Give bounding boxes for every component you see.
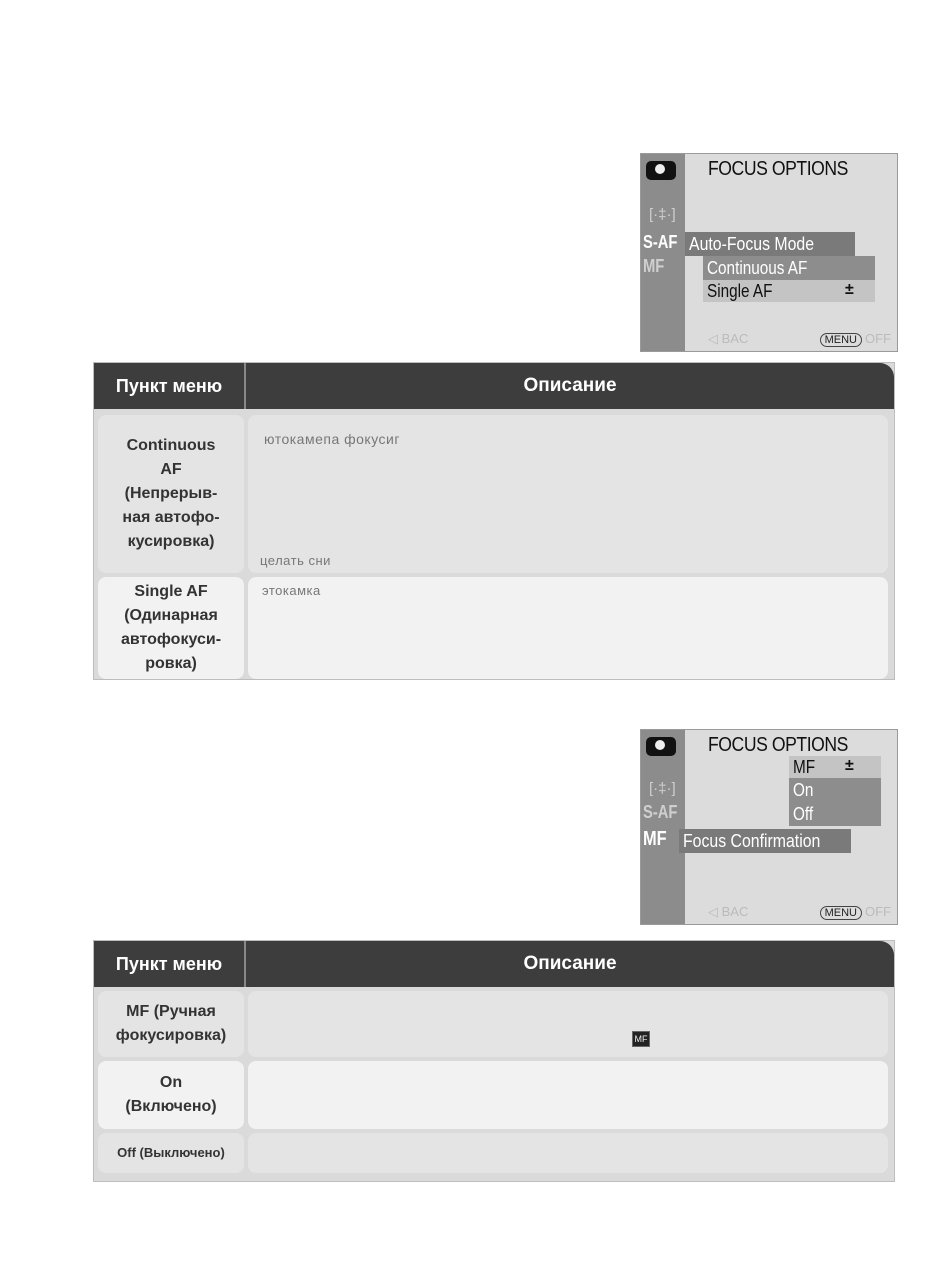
row-label: Single AF (Одинарная автофокуси-ровка) [98,577,244,679]
table-row [94,577,894,679]
table-row [94,1061,894,1129]
menu-item-focus-confirmation[interactable] [679,829,851,853]
off-label: OFF [865,904,891,919]
screen-title: FOCUS OPTIONS [708,734,848,756]
focus-area-icon: [·‡·] [649,206,676,223]
camera-screen-focus-options-2 [640,729,898,925]
mf-mode-icon: MF [632,1031,650,1047]
rail-item-s-af[interactable]: S-AF [643,802,678,822]
selected-check-icon: ± [845,757,854,774]
camera-screen-focus-options-1 [640,153,898,352]
menu-item-label: Auto-Focus Mode [689,234,815,254]
description-text: целать сни [260,553,331,568]
description-text: этокамка [262,583,321,598]
menu-rail [641,730,685,924]
option-label: Off [793,804,814,824]
header-menu-item: Пункт меню [94,363,246,409]
option-label: On [793,780,814,800]
header-menu-item: Пункт меню [94,941,246,987]
menu-button-icon: MENU [820,333,862,347]
menu-options-table-2 [93,940,895,1182]
header-description: Описание [523,953,617,974]
option-off[interactable] [789,802,881,826]
back-hint: ◁ BAC [708,904,749,919]
row-description [248,1133,888,1173]
menu-item-auto-focus-mode[interactable] [685,232,855,256]
menu-options-table-1 [93,362,895,680]
screen-title: FOCUS OPTIONS [708,158,848,180]
row-description [248,1061,888,1129]
menu-off-hint [820,904,891,920]
row-description [248,577,888,679]
table-row [94,415,894,573]
option-label: Single AF [707,281,773,301]
table-header [94,363,894,409]
menu-button-icon: MENU [820,906,862,920]
rail-item-mf[interactable]: MF [643,256,665,276]
description-text: ютокамепа фокусиг [264,431,400,447]
row-label: On (Включено) [98,1061,244,1129]
row-description [248,991,888,1057]
table-row [94,1133,894,1173]
row-description [248,415,888,573]
selected-check-icon: ± [845,281,854,298]
back-hint: ◁ BAC [708,331,749,346]
table-row [94,991,894,1057]
focus-area-icon: [·‡·] [649,780,676,797]
option-continuous-af[interactable] [703,256,875,280]
rail-item-mf[interactable]: MF [643,828,667,850]
camera-icon [646,161,676,180]
camera-icon [646,737,676,756]
header-description: Описание [523,375,617,396]
row-label: Continuous AF (Непрерыв-ная автофо-кусировка) [98,415,244,573]
option-mf[interactable] [789,756,881,778]
option-label: MF [793,757,816,777]
option-on[interactable] [789,778,881,802]
menu-off-hint [820,331,891,347]
menu-item-label: Focus Confirmation [683,831,821,851]
off-label: OFF [865,331,891,346]
row-label: Off (Выключено) [98,1133,244,1173]
table-header [94,941,894,987]
rail-item-s-af[interactable]: S-AF [643,232,678,252]
option-label: Continuous AF [707,258,808,278]
row-label: MF (Ручная фокусировка) [98,991,244,1057]
